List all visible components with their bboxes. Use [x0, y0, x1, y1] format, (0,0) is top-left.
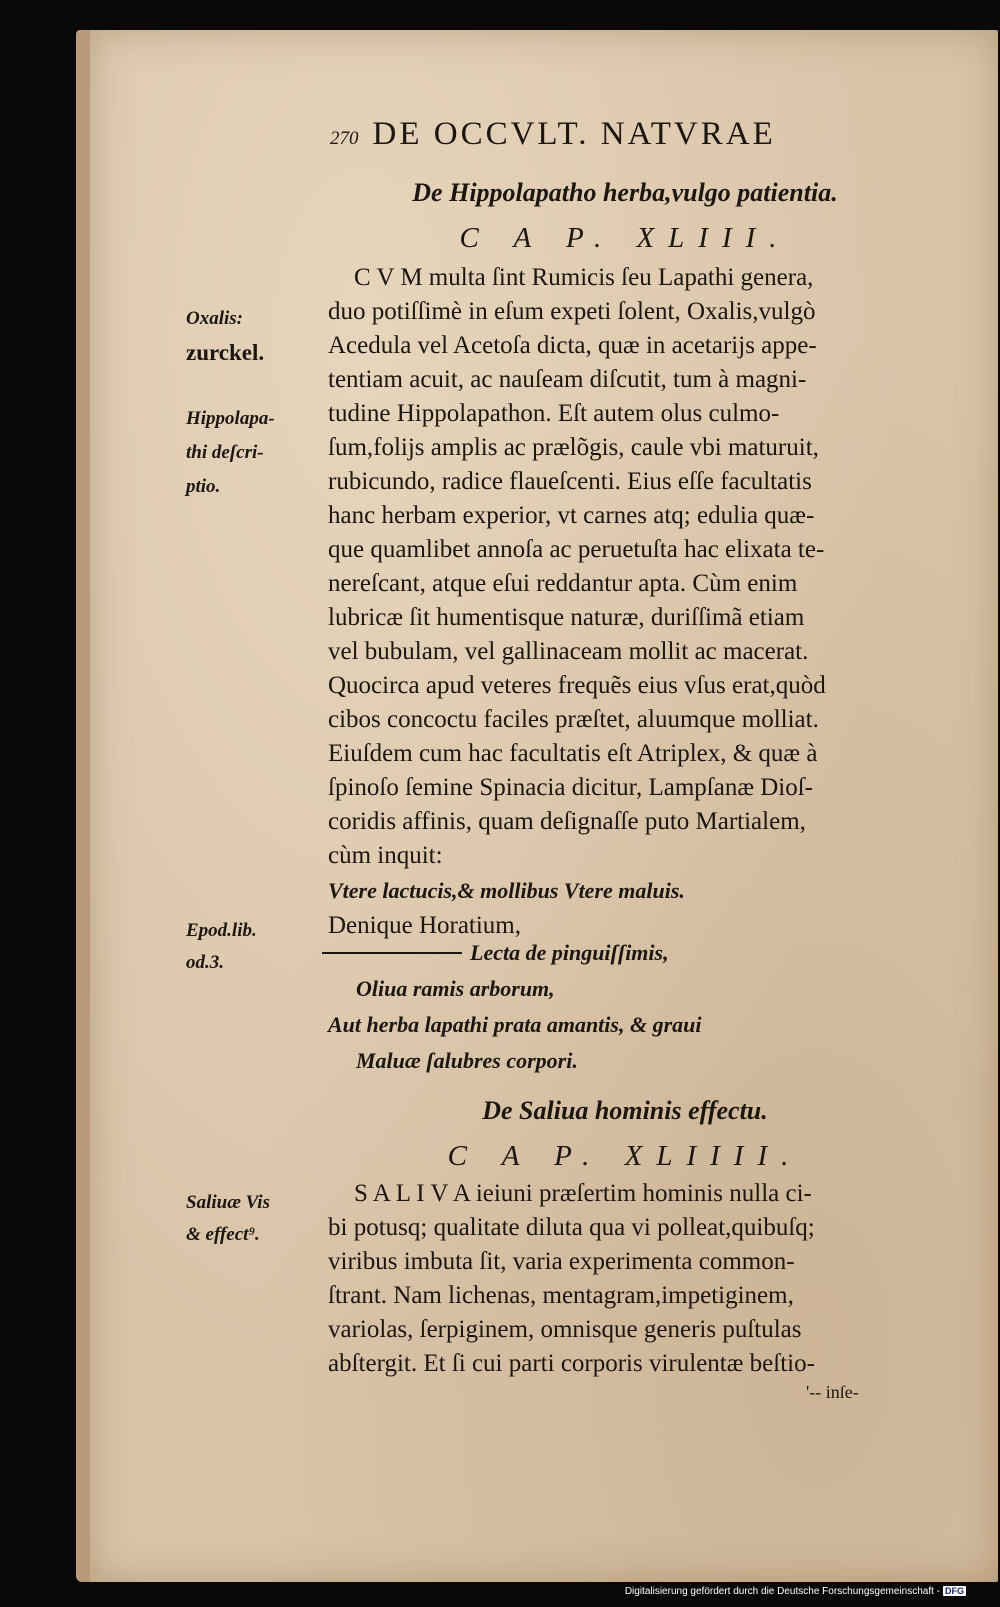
chapter-title: De Saliua hominis effectu.	[482, 1096, 768, 1125]
marginal-note: ptio.	[186, 476, 221, 497]
body-line: ſtrant. Nam lichenas, mentagram,impetiginem,	[328, 1282, 794, 1309]
catchword: '-- inſe-	[806, 1382, 859, 1402]
verse-line: Lecta de pinguiſſimis,	[470, 940, 669, 965]
body-line: nereſcant, atque eſui reddantur apta. Cùm enim	[328, 570, 798, 597]
marginal-note: zurckel.	[186, 340, 265, 365]
verse-line: Oliua ramis arborum,	[356, 976, 555, 1001]
digitization-credit	[625, 1586, 966, 1597]
body-line: viribus imbuta ſit, varia experimenta common-	[328, 1248, 795, 1275]
body-line: rubicundo, radice flaueſcenti. Eius eſſe facultatis	[328, 468, 812, 495]
body-line: tentiam acuit, ac nauſeam diſcutit, tum à magni-	[328, 366, 807, 393]
marginal-note: Hippolapa-	[186, 408, 275, 429]
dfg-logo: DFG	[945, 1586, 964, 1596]
body-line: lubricæ ſit humentisque naturæ, duriſſimã etiam	[328, 604, 805, 631]
body-line: bi potusq; qualitate diluta qua vi polleat,quibuſq;	[328, 1214, 815, 1241]
body-line: cùm inquit:	[328, 842, 443, 869]
body-line: ſum,folijs amplis ac prælõgis, caule vbi maturuit,	[328, 434, 819, 461]
page-number: 270	[330, 128, 359, 149]
body-line: vel bubulam, vel gallinaceam mollit ac macerat.	[328, 638, 809, 665]
running-head	[330, 116, 776, 153]
body-line: que quamlibet annoſa ac peruetuſta hac elixata te-	[328, 536, 825, 563]
body-line: coridis affinis, quam deſignaſſe puto Martialem,	[328, 808, 806, 835]
marginal-note: Oxalis:	[186, 308, 243, 329]
body-line: Denique Horatium,	[328, 912, 522, 939]
marginal-note: & effect⁹.	[186, 1224, 260, 1245]
body-line: hanc herbam experior, vt carnes atq; edulia quæ-	[328, 502, 815, 529]
verse-line: Aut herba lapathi prata amantis, & graui	[328, 1012, 702, 1037]
body-line: S A L I V A ieiuni præſertim hominis nulla ci-	[354, 1180, 812, 1207]
body-line: cibos concoctu faciles præſtet, aluumque molliat.	[328, 706, 819, 733]
body-line: abſtergit. Et ſi cui parti corporis virulentæ beſtio-	[328, 1350, 815, 1377]
body-line: tudine Hippolapathon. Eſt autem olus culmo-	[328, 400, 780, 427]
body-line: C V M multa ſint Rumicis ſeu Lapathi genera,	[354, 264, 814, 291]
marginal-note: thi deſcri-	[186, 442, 264, 463]
running-head-title: DE OCCVLT. NATVRAE	[372, 116, 776, 152]
body-line: Acedula vel Acetoſa dicta, quæ in acetarijs appe-	[328, 332, 817, 359]
verse-line: Vtere lactucis,& mollibus Vtere maluis.	[328, 878, 685, 903]
verse-line: Maluæ ſalubres corpori.	[356, 1048, 578, 1073]
chapter-title: De Hippolapatho herba,vulgo patientia.	[412, 178, 838, 207]
body-line: duo potiſſimè in eſum expeti ſolent, Oxalis,vulgò	[328, 298, 816, 325]
verse-dash-rule	[322, 952, 462, 954]
marginal-note: Epod.lib.	[186, 920, 257, 941]
body-line: Eiuſdem cum hac facultatis eſt Atriplex, & quæ à	[328, 740, 818, 767]
body-line: variolas, ſerpiginem, omnisque generis puſtulas	[328, 1316, 802, 1343]
chapter-number: C A P. XLIIII.	[447, 1140, 803, 1172]
marginal-note: Saliuæ Vis	[186, 1192, 270, 1213]
credit-text: Digitalisierung gefördert durch die Deutsche Forschungsgemeinschaft -	[624, 1586, 940, 1597]
marginal-note: od.3.	[186, 952, 224, 973]
body-line: Quocirca apud veteres frequẽs eius vſus erat,quòd	[328, 672, 826, 699]
body-line: ſpinoſo ſemine Spinacia dicitur, Lampſanæ Dioſ-	[328, 774, 814, 801]
chapter-number: C A P. XLIII.	[459, 222, 791, 254]
